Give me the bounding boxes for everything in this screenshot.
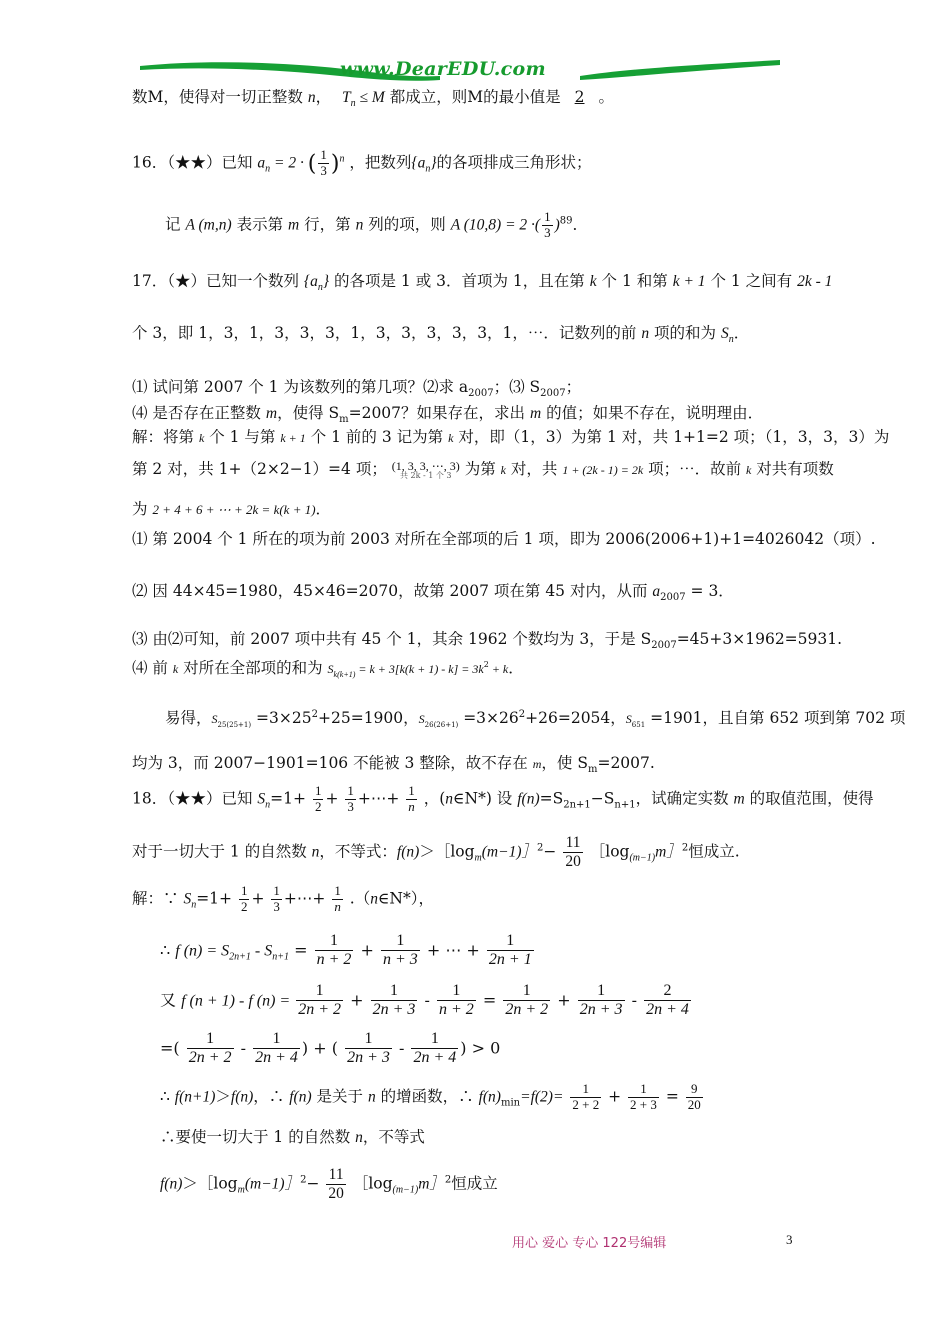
answer-2: ⑵ 因 44×45=1980，45×46=2070，故第 2007 项在第 45 对内，从而 $a_{2007} = 3$．: [132, 582, 734, 603]
answer-4-line-2: 易得，$S_{25(25+1)} =3\times 25^2+25=1900$，$S_{26(26+1)} =3\times 26^2+26=2054$，$S_{651} =1901$，且自第 652 项到第 702 项: [165, 709, 906, 729]
page-number: 3: [786, 1232, 793, 1247]
answer-1: ⑴ 第 2004 个 1 所在的项为前 2003 对所在全部项的后 1 项，即为 2006(2006+1)+1=4026042（项）.: [132, 530, 876, 548]
solution-17-line-2: 第 2 对，共 1+（2×2−1）=4 项； (1, 3, 3, ⋯, 3) 共 2k - 1 个 3 为第 k 对，共 1 + (2k - 1) = 2k 项；⋯．故前 k 对共有项数: [132, 459, 834, 480]
answer-4-line-1: ⑷ 前 k 对所在全部项的和为 $S_{k(k+1)} = k + 3[k(k + 1) - k] = 3k^2 + k$．: [132, 659, 524, 679]
solution-18-line-1: 解：∵ $S_n=1+$ $\frac{1}{2}$ + $\frac{1}{3}$ +⋯+ $\frac{1}{n}$ .（n∈N*），: [132, 883, 434, 914]
footer-text: 用心 爱心 专心 122号编辑: [512, 1236, 667, 1251]
solution-17-line-3: 为 2 + 4 + 6 + ⋯ + 2k = k(k + 1)．: [132, 500, 332, 518]
equation-1: ∴ f $(n) = S_{2n+1} - S_{n+1}$ = $\frac{1}{n + 2}$ + $\frac{1}{n + 3}$ + ⋯ + $\frac{1}{2n + 1}$: [160, 932, 532, 969]
equation-4: ∴ f(n+1)＞f(n)，∴ f(n) 是关于 n 的增函数，∴ $f(n)_{min}=f(2)=$ $\frac{1}{2 + 2}$ + $\frac{1}{2 + 3}$ = $\frac{9}{20}$: [160, 1081, 701, 1112]
problem-17-line-2: 个 3，即 1，3，1，3，3，3，1，3，3，3，3，3，1，⋯．记数列的前 n 项的和为 $S_n$．: [132, 324, 750, 345]
answer-4-line-3: 均为 3，而 2007−1901=106 不能被 3 整除，故不存在 m，使 $S_m=2007$.: [132, 754, 655, 775]
problem-16-line-2: 记 A (m,n) 表示第 m 行，第 n 列的项，则 A (10,8) = 2 ·( $\frac{1}{3}$ )$^{89}$．: [165, 209, 588, 240]
banner-logo-text: www.DearEDU.com: [340, 58, 546, 80]
question-4: ⑷ 是否存在正整数 m，使得 $S_m=2007$？如果存在，求出 m 的值；如果不存在，说明理由．: [132, 404, 764, 425]
problem-18-line-1: 18．（★★）已知 $S_n=1+$ $\frac{1}{2}$ + $\frac{1}{3}$ +⋯+ $\frac{1}{n}$ ，(n∈N*) 设 $f(n)=S_{2n+1}-S_{n+1}$，试确定实数 m 的取值范围，使得: [132, 783, 874, 814]
problem-16-line-1: 16．（★★）已知 $a_n = 2$ · ( $\frac{1}{3}$ )$^n$ ，把数列$\{a_n\}$的各项排成三角形状；: [132, 147, 592, 178]
equation-3: =( $\frac{1}{2n + 2}$ - $\frac{1}{2n + 4}$ ) + ( $\frac{1}{2n + 3}$ - $\frac{1}{2n + 4}$ ) > 0: [160, 1030, 501, 1067]
equation-5: ∴要使一切大于 1 的自然数 n，不等式: [160, 1128, 425, 1146]
equation-2: 又 f (n + 1) - f (n) = $\frac{1}{2n + 2}$ + $\frac{1}{2n + 3}$ - $\frac{1}{n + 2}$ = $\frac{1}{2n + 2}$ + $\frac{1}{2n + 3}$ - $\frac{2}{2n + 4}$: [160, 982, 689, 1019]
equation-6: $f(n)>[\log_m(m-1)]^2-$ $\frac{11}{20}$ $[\log_{(m-1)}m]^2$恒成立: [160, 1166, 498, 1202]
problem-17-line-1: 17．（★）已知一个数列 $\{a_n\}$ 的各项是 1 或 3．首项为 1，且在第 k 个 1 和第 k + 1 个 1 之间有 2k - 1: [132, 272, 833, 293]
problem-18-line-2: 对于一切大于 1 的自然数 n，不等式：$f(n)>[\log_m(m-1)]^2-$ $\frac{11}{20}$ $[\log_{(m-1)}m]^2$恒成立.: [132, 834, 740, 870]
solution-17-line-1: 解：将第 k 个 1 与第 k + 1 个 1 前的 3 记为第 k 对，即（1，3）为第 1 对，共 1+1=2 项；（1，3，3，3）为: [132, 428, 890, 446]
answer-blank: 2: [574, 88, 585, 106]
text-line-1: 数M，使得对一切正整数 n， $T_n \le M$ 都成立，则M的最小值是 2 。: [132, 88, 615, 109]
answer-3: ⑶ 由⑵可知，前 2007 项中共有 45 个 1，其余 1962 个数均为 3，于是 $S_{2007}=45+3\times 1962=5931$.: [132, 630, 843, 651]
question-1-3: ⑴ 试问第 2007 个 1 为该数列的第几项？⑵求 $a_{2007}$；⑶ $S_{2007}$；: [132, 378, 582, 399]
